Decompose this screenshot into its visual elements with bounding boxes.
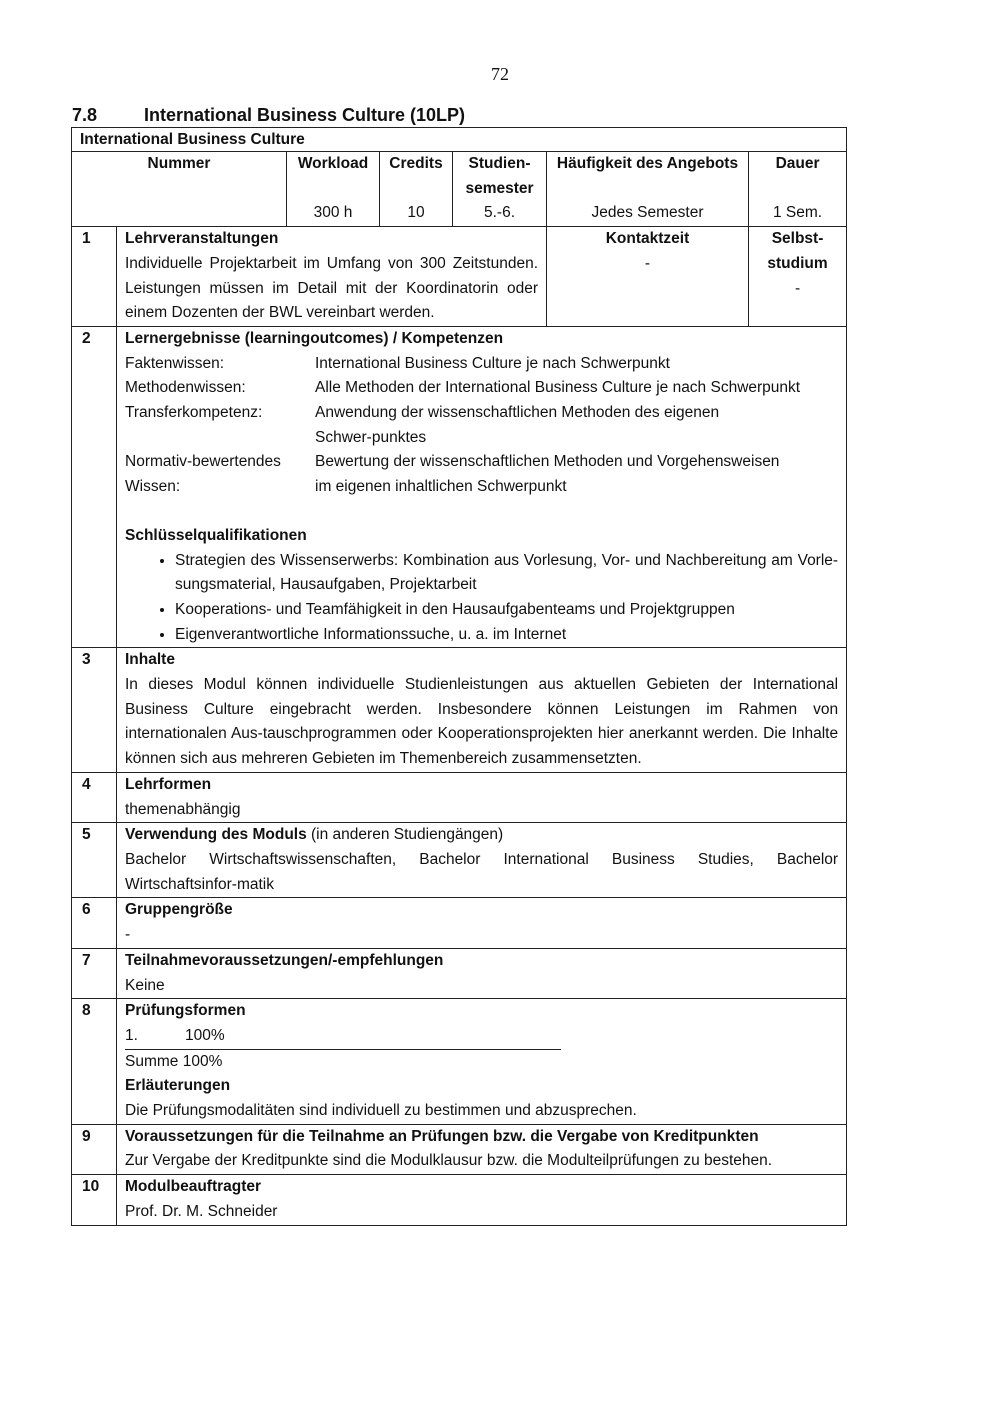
pruefung-percent: 100% — [185, 1026, 225, 1044]
competence-value: Anwendung der wissenschaftlichen Methoden des eigenen Schwer-punktes — [315, 404, 720, 446]
row-title: Teilnahmevoraussetzungen/-empfehlungen — [125, 951, 444, 969]
page-number: 72 — [491, 64, 509, 84]
row-number: 2 — [72, 326, 117, 647]
value-credits: 10 — [380, 201, 453, 226]
competence-item — [125, 450, 838, 499]
row-number: 10 — [72, 1175, 117, 1225]
row-number: 9 — [72, 1124, 117, 1174]
kontaktzeit-cell — [547, 227, 749, 327]
row-content — [117, 648, 847, 773]
list-item: • Eigenverantwortliche Informationssuche, u. a. im Internet — [175, 623, 838, 648]
row-lehrformen — [72, 772, 847, 822]
header-studiensemester-2: semester — [465, 179, 534, 197]
erlaeuterungen-title: Erläuterungen — [125, 1077, 231, 1095]
header-workload: Workload — [287, 152, 380, 202]
row-text: Bachelor Wirtschaftswissenschaften, Bachelor International Business Studies, Bachelor Wirtschaftsinfor-matik — [125, 850, 839, 893]
row-verwendung — [72, 823, 847, 898]
row-text: - — [125, 926, 131, 944]
competence-key: Methodenwissen: — [125, 379, 246, 397]
row-title: Lehrveranstaltungen — [125, 230, 279, 248]
row-number: 8 — [72, 999, 117, 1125]
row-gruppengroesse — [72, 898, 847, 948]
row-number: 7 — [72, 948, 117, 998]
section-heading — [72, 105, 465, 126]
row-title: Verwendung des Moduls — [125, 826, 307, 844]
value-workload: 300 h — [287, 201, 380, 226]
row-text: Prof. Dr. M. Schneider — [125, 1202, 278, 1220]
row-title: Gruppengröße — [125, 901, 233, 919]
header-studiensemester — [453, 152, 547, 202]
row-title-line — [125, 823, 838, 848]
value-dauer: 1 Sem. — [749, 201, 847, 226]
list-item: • Kooperations- und Teamfähigkeit in den Hausaufgabenteams und Projektgruppen — [175, 598, 838, 623]
header-dauer: Dauer — [749, 152, 847, 202]
row-title: Voraussetzungen für die Teilnahme an Prüfungen bzw. die Vergabe von Kreditpunkten — [125, 1127, 759, 1145]
row-text: Zur Vergabe der Kreditpunkte sind die Modulklausur bzw. die Modulteilprüfungen zu bestehen. — [125, 1152, 773, 1170]
row-inhalte — [72, 648, 847, 773]
row-content — [117, 1124, 847, 1174]
value-nummer — [72, 201, 287, 226]
schluesselqualifikationen-list — [125, 549, 838, 648]
row-content — [117, 1175, 847, 1225]
header-nummer: Nummer — [72, 152, 287, 202]
row-content — [117, 326, 847, 647]
competence-key: Normativ-bewertendes Wissen: — [125, 453, 281, 496]
pruefung-summe: Summe 100% — [125, 1052, 223, 1070]
competence-item — [125, 401, 838, 450]
row-title: Lernergebnisse (learningoutcomes) / Kompetenzen — [125, 329, 504, 347]
row-content — [117, 898, 847, 948]
kontaktzeit-value: - — [644, 254, 651, 272]
schluesselqualifikationen-title: Schlüsselqualifikationen — [125, 526, 307, 544]
pruefung-number: 1. — [125, 1026, 138, 1044]
value-studiensemester: 5.-6. — [453, 201, 547, 226]
row-modulbeauftragter — [72, 1175, 847, 1225]
row-lernergebnisse — [72, 326, 847, 647]
pruefung-line — [125, 1024, 561, 1050]
row-title-suffix: (in anderen Studiengängen) — [306, 826, 504, 844]
row-teilnahmevoraussetzungen — [72, 948, 847, 998]
row-text: Individuelle Projektarbeit im Umfang von 300 Zeitstunden. Leistungen müssen im Detail mit der Koordinatorin oder einem Dozenten der BWL vereinbart werden. — [125, 254, 538, 322]
row-number: 1 — [72, 227, 117, 327]
row-text: themenabhängig — [125, 800, 241, 818]
list-item: • Strategien des Wissenserwerbs: Kombination aus Vorlesung, Vor- und Nachbereitung am Vorle-sungsmaterial, Hausaufgaben, Projektarbeit — [175, 549, 838, 598]
competence-key: Transferkompetenz: — [125, 404, 263, 422]
section-title: International Business Culture (10LP) — [144, 105, 466, 125]
competence-item — [125, 352, 838, 377]
competence-value: Alle Methoden der International Business Culture je nach Schwerpunkt — [315, 379, 801, 397]
row-content — [117, 999, 847, 1125]
row-number: 5 — [72, 823, 117, 898]
row-number: 3 — [72, 648, 117, 773]
row-voraussetzungen-pruefungen — [72, 1124, 847, 1174]
row-lehrveranstaltungen — [72, 227, 847, 327]
header-haeufigkeit: Häufigkeit des Angebots — [547, 152, 749, 202]
row-text: In dieses Modul können individuelle Studienleistungen aus aktuellen Gebieten der International Business Culture eingebracht werden. Insbesondere können Leistungen im Rahmen von internationalen Aus-tauschprogrammen oder Kooperationsprojekten hier anerkannt werden. Die Inhalte können sich aus mehreren Gebieten im Themenbereich zusammensetzten. — [125, 676, 839, 768]
row-title: Lehrformen — [125, 775, 212, 793]
row-pruefungsformen — [72, 999, 847, 1125]
competence-item — [125, 376, 838, 401]
module-table — [71, 127, 847, 1226]
row-number: 4 — [72, 772, 117, 822]
row-title: Prüfungsformen — [125, 1002, 246, 1020]
row-content — [117, 227, 547, 327]
erlaeuterungen-text: Die Prüfungsmodalitäten sind individuell zu bestimmen und abzusprechen. — [125, 1102, 637, 1120]
header-credits: Credits — [380, 152, 453, 202]
section-number: 7.8 — [72, 105, 98, 125]
selbststudium-cell — [749, 227, 847, 327]
value-haeufigkeit: Jedes Semester — [547, 201, 749, 226]
selbststudium-label-2: studium — [767, 254, 828, 272]
row-text: Keine — [125, 976, 165, 994]
row-number: 6 — [72, 898, 117, 948]
row-content — [117, 823, 847, 898]
row-content — [117, 772, 847, 822]
selbststudium-label-1: Selbst- — [771, 230, 824, 248]
kontaktzeit-label: Kontaktzeit — [605, 230, 690, 248]
selbststudium-value: - — [794, 279, 801, 297]
header-studiensemester-1: Studien- — [468, 155, 531, 172]
competence-value: International Business Culture je nach Schwerpunkt — [315, 354, 670, 372]
module-name: International Business Culture — [72, 128, 847, 152]
row-title: Inhalte — [125, 651, 175, 669]
competence-key: Faktenwissen: — [125, 354, 225, 372]
row-content — [117, 948, 847, 998]
competence-value: Bewertung der wissenschaftlichen Methoden und Vorgehensweisen im eigenen inhaltlichen Schwerpunkt — [315, 453, 780, 496]
row-title: Modulbeauftragter — [125, 1178, 262, 1196]
